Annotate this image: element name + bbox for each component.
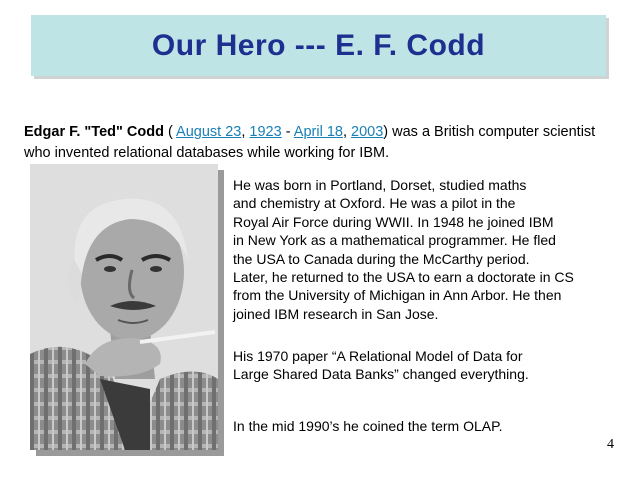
intro-comma-1: ,: [241, 124, 250, 140]
paper-paragraph: [233, 347, 613, 384]
intro-rest: ) was a British computer scientist who invented relational databases while working for IBM.: [24, 124, 596, 161]
olap-paragraph: [233, 417, 613, 435]
bio-line: joined IBM research in San Jose.: [233, 305, 439, 322]
intro-dash: -: [281, 124, 294, 140]
bio-line: Royal Air Force during WWII. In 1948 he joined IBM: [233, 213, 554, 230]
bio-line: from the University of Michigan in Ann Arbor. He then: [233, 287, 562, 304]
bio-line: He was born in Portland, Dorset, studied maths: [233, 177, 527, 193]
death-year-link[interactable]: 2003: [351, 124, 384, 140]
birth-date-link[interactable]: August 23: [176, 124, 242, 140]
intro-open-paren: (: [163, 124, 177, 140]
bio-line: Later, he returned to the USA to earn a doctorate in CS: [233, 269, 574, 286]
birth-year-link[interactable]: 1923: [249, 124, 282, 140]
intro-paragraph: [24, 122, 624, 164]
portrait-image: [30, 164, 218, 450]
bio-line: the USA to Canada during the McCarthy period.: [233, 250, 530, 267]
portrait-photo: [30, 164, 218, 450]
bio-paragraph: [233, 176, 613, 323]
title-bar: [31, 15, 606, 76]
olap-line: In the mid 1990’s he coined the term OLAP.: [233, 418, 503, 434]
death-date-link[interactable]: April 18: [293, 124, 343, 140]
slide-title: Our Hero --- E. F. Codd: [151, 28, 486, 62]
bio-line: and chemistry at Oxford. He was a pilot in the: [233, 195, 516, 212]
person-name: Edgar F. "Ted" Codd: [24, 124, 164, 140]
paper-line: Large Shared Data Banks” changed everything.: [233, 366, 529, 383]
paper-line: His 1970 paper “A Relational Model of Data for: [233, 348, 523, 364]
page-number: 4: [607, 437, 614, 452]
intro-comma-2: ,: [342, 124, 352, 140]
bio-line: in New York as a mathematical programmer. He fled: [233, 232, 556, 249]
